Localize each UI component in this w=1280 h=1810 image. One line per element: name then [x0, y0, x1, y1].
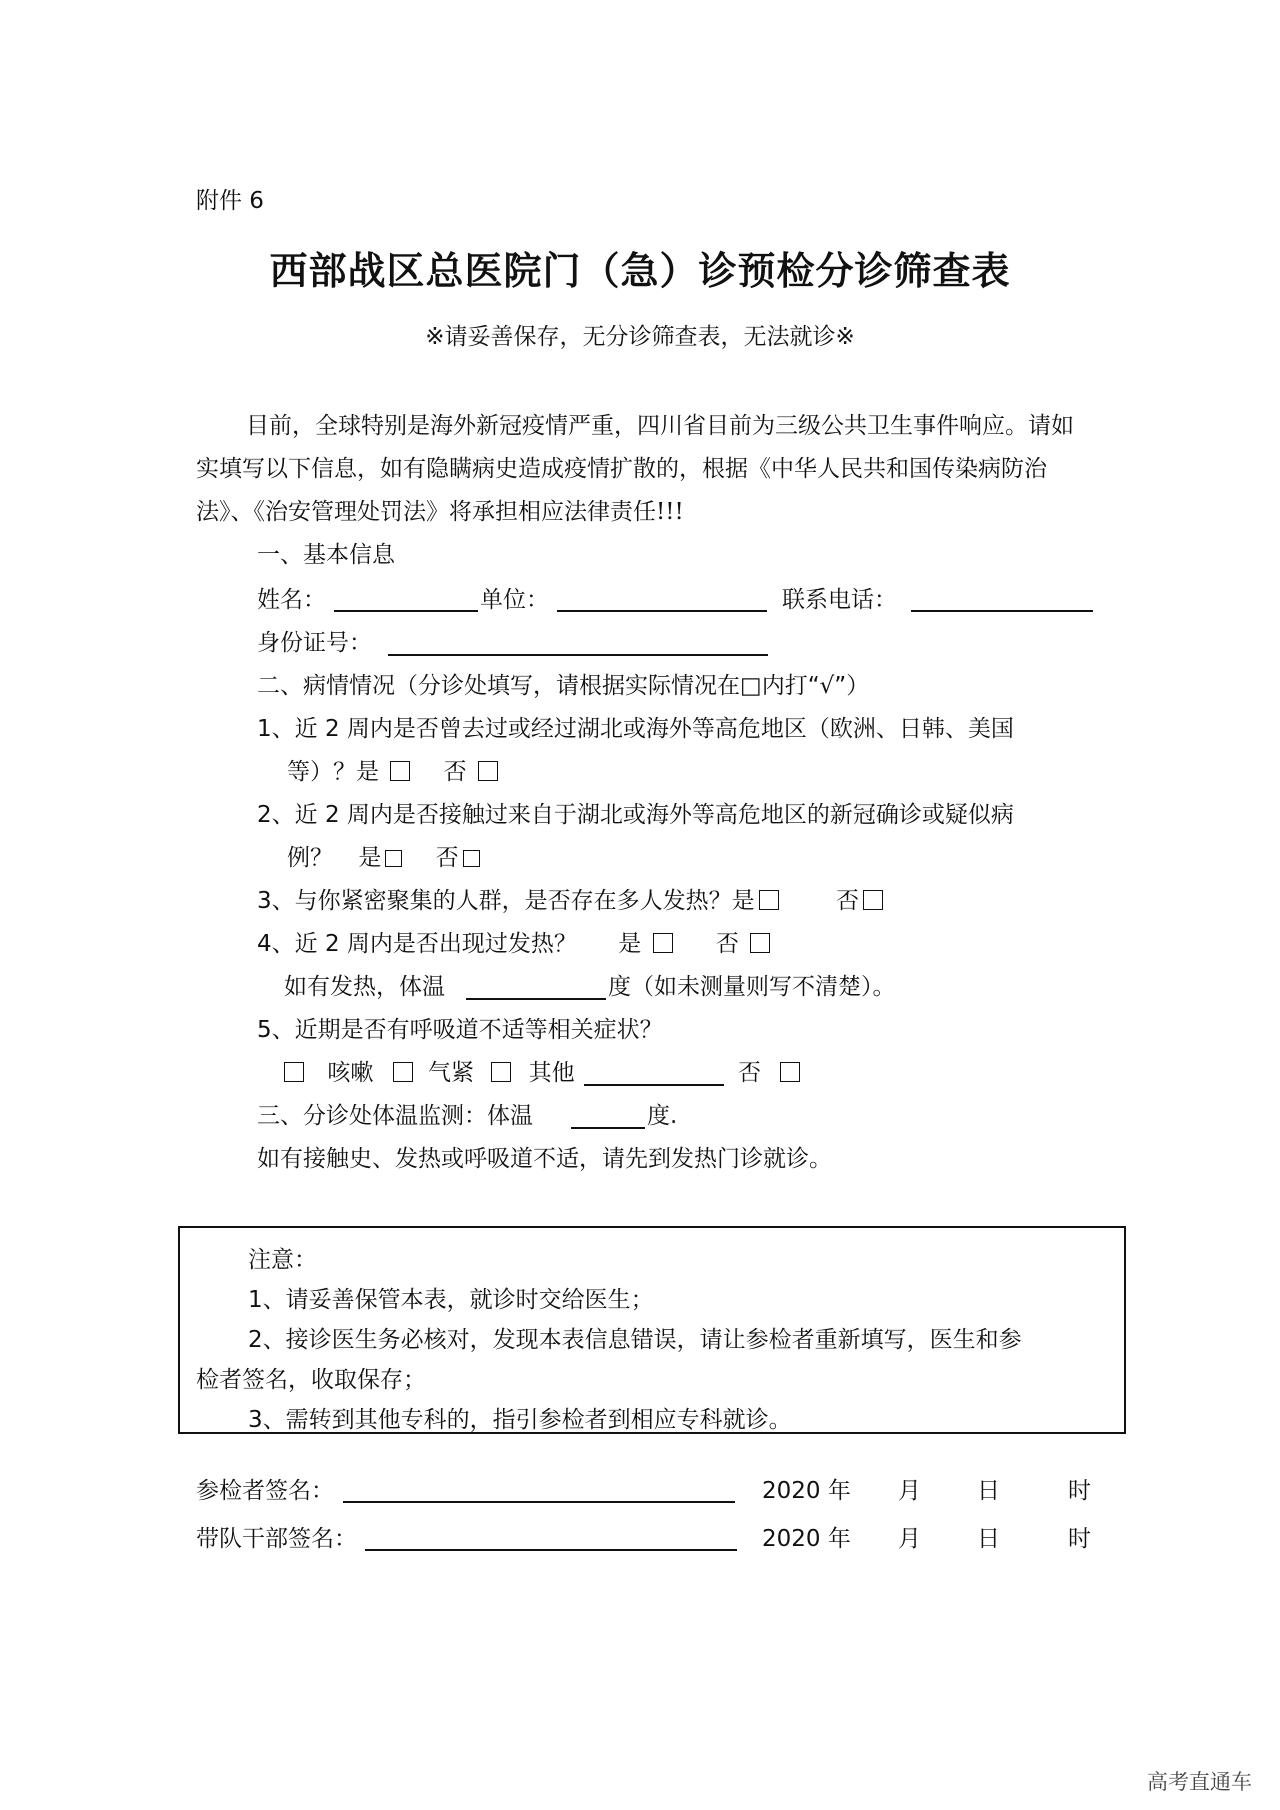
name-field[interactable] [334, 610, 478, 612]
id-label: 身份证号： [257, 630, 372, 656]
section1-heading: 一、基本信息 [257, 542, 395, 568]
name-label: 姓名： [257, 587, 326, 613]
notice-item-3: 3、需转到其他专科的，指引参检者到相应专科就诊。 [248, 1407, 792, 1433]
q2-yes-label: 是 [358, 845, 382, 871]
q2-question-end: 例？ [287, 845, 333, 871]
leader-month: 月 [898, 1526, 921, 1552]
notice-title: 注意： [248, 1247, 317, 1273]
q5-no-label: 否 [738, 1060, 761, 1086]
q4-yes-label: 是 [618, 931, 642, 957]
id-field[interactable] [388, 654, 768, 656]
intro-paragraph: 目前，全球特别是海外新冠疫情严重，四川省目前为三级公共卫生事件响应。请如实填写以下信息，如有隐瞒病史造成疫情扩散的，根据《中华人民共和国传染病防治法》、《治安管理处罚法》将承担相应法律责任!!! [196, 413, 1074, 525]
section2-heading: 二、病情情况（分诊处填写，请根据实际情况在□内打“√”） [257, 673, 870, 699]
q1-question-end: 等）？是 [287, 759, 379, 785]
q4-no-label: 否 [715, 931, 739, 957]
q5-options-row [284, 1058, 575, 1088]
leader-year: 2020 年 [762, 1526, 851, 1552]
cough-checkbox[interactable] [284, 1062, 304, 1082]
notice-item-2-line1: 2、接诊医生务必核对，发现本表信息错误，请让参检者重新填写，医生和参 [248, 1327, 1022, 1353]
leader-day: 日 [977, 1526, 1000, 1552]
q3-row [257, 886, 887, 916]
section3-heading-prefix: 三、分诊处体温监测：体温 [257, 1103, 533, 1129]
q4-yes-checkbox[interactable] [653, 933, 673, 953]
leader-hour: 时 [1068, 1526, 1091, 1552]
notice-item-2-line2: 检者签名，收取保存； [196, 1367, 426, 1393]
q4-row [257, 929, 774, 959]
q1-yes-checkbox[interactable] [390, 761, 410, 781]
fever-clinic-advice: 如有接触史、发热或呼吸道不适，请先到发热门诊就诊。 [257, 1146, 832, 1172]
q1-line1: 1、近 2 周内是否曾去过或经过湖北或海外等高危地区（欧洲、日韩、美国 [257, 716, 1014, 742]
participant-signature-field[interactable] [343, 1501, 735, 1503]
q2-no-checkbox[interactable] [463, 850, 480, 867]
q2-yes-checkbox[interactable] [385, 850, 402, 867]
participant-hour: 时 [1068, 1478, 1091, 1504]
breath-checkbox[interactable] [393, 1062, 413, 1082]
q4-temp-prefix: 如有发热，体温 [284, 974, 445, 1000]
page-subtitle: ※请妥善保存，无分诊筛查表，无法就诊※ [425, 324, 855, 350]
other-label: 其他 [528, 1060, 575, 1086]
q2-line1: 2、近 2 周内是否接触过来自于湖北或海外等高危地区的新冠确诊或疑似病 [257, 802, 1014, 828]
section3-heading-suffix: 度. [647, 1103, 678, 1129]
participant-signature-label: 参检者签名： [196, 1478, 334, 1504]
phone-field[interactable] [911, 610, 1093, 612]
q5-question: 5、近期是否有呼吸道不适等相关症状？ [257, 1017, 663, 1043]
cough-label: 咳嗽 [327, 1060, 374, 1086]
q2-no-label: 否 [435, 845, 459, 871]
triage-temp-field[interactable] [571, 1127, 645, 1129]
q1-no-label: 否 [443, 759, 467, 785]
q3-yes-checkbox[interactable] [759, 890, 779, 910]
q4-question: 4、近 2 周内是否出现过发热？ [257, 931, 577, 957]
leader-signature-field[interactable] [365, 1549, 737, 1551]
participant-year: 2020 年 [762, 1478, 851, 1504]
breath-label: 气紧 [427, 1060, 474, 1086]
q1-no-checkbox[interactable] [478, 761, 498, 781]
leader-signature-label: 带队干部签名： [196, 1526, 357, 1552]
unit-label: 单位： [480, 587, 549, 613]
phone-label: 联系电话： [782, 587, 897, 613]
q1-line2 [287, 757, 502, 787]
page-title: 西部战区总医院门（急）诊预检分诊筛查表 [269, 249, 1011, 293]
q4-temp-suffix: 度（如未测量则写不清楚）。 [608, 974, 896, 1000]
other-symptom-field[interactable] [584, 1084, 724, 1086]
q3-no-label: 否 [835, 888, 859, 914]
q4-no-checkbox[interactable] [750, 933, 770, 953]
other-checkbox[interactable] [491, 1062, 511, 1082]
participant-day: 日 [977, 1478, 1000, 1504]
unit-field[interactable] [557, 610, 767, 612]
notice-item-1: 1、请妥善保管本表，就诊时交给医生； [248, 1287, 654, 1313]
q3-no-checkbox[interactable] [863, 890, 883, 910]
q5-no-row [738, 1058, 804, 1088]
participant-month: 月 [898, 1478, 921, 1504]
q2-line2 [287, 843, 484, 873]
q5-no-checkbox[interactable] [780, 1062, 800, 1082]
q4-temp-field[interactable] [466, 998, 606, 1000]
attachment-label: 附件 6 [196, 188, 264, 214]
watermark: 高考直通车 [1147, 1770, 1252, 1794]
q3-question: 3、与你紧密聚集的人群，是否存在多人发热？是 [257, 888, 755, 914]
